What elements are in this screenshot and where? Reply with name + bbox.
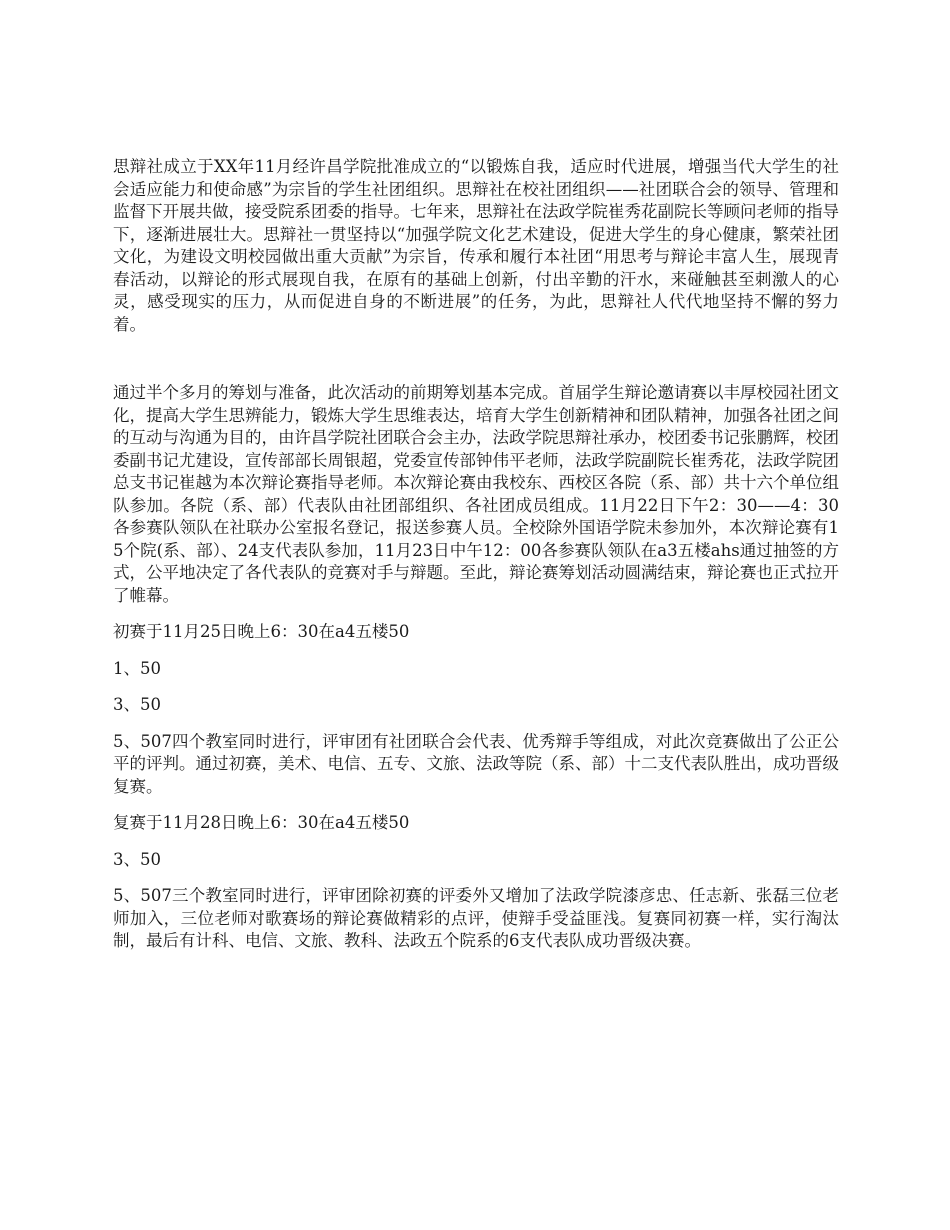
paragraph-preliminary-result: 5、507四个教室同时进行，评审团有社团联合会代表、优秀辩手等组成，对此次竞赛做出了公正公平的评判。通过初赛，美术、电信、五专、文旅、法政等院（系、部）十二支代表队胜出，成功晋级复赛。 — [113, 731, 839, 796]
paragraph-semifinal-result: 5、507三个教室同时进行，评审团除初赛的评委外又增加了法政学院漆彦忠、任志新、张磊三位老师加入，三位老师对歌赛场的辩论赛做精彩的点评，使辩手受益匪浅。复赛同初赛一样，实行淘汰制，最后有计科、电信、文旅、教科、法政五个院系的6支代表队成功晋级决赛。 — [113, 886, 839, 950]
paragraph-event-preparation: 通过半个多月的筹划与准备，此次活动的前期筹划基本完成。首届学生辩论邀请赛以丰厚校园社团文化，提高大学生思辨能力，锻炼大学生思维表达，培育大学生创新精神和团队精神，加强各社团之间的互动与沟通为目的，由许昌学院社团联合会主办，法政学院思辩社承办，校团委书记张鹏辉，校团委副书记尤建设，宣传部部长周银超，党委宣传部钟伟平老师，法政学院副院长崔秀花，法政学院团总支书记崔越为本次辩论赛指导老师。本次辩论赛由我校东、西校区各院（系、部）共十六个单位组队参加。各院（系、部）代表队由社团部组织、各社团成员组成。11月22日下午2：30——4：30各参赛队领队在社联办公室报名登记，报送参赛人员。全校除外国语学院未参加外，本次辩论赛有15个院(系、部）、24支代表队参加，11月23日中午12：00各参赛队领队在a3五楼ahs通过抽签的方式，公平地决定了各代表队的竞赛对手与辩题。至此，辩论赛筹划活动圆满结束，辩论赛也正式拉开了帷幕。 — [113, 383, 839, 605]
paragraph-room-3: 3、50 — [113, 695, 161, 714]
paragraph-semifinal-room-3: 3、50 — [113, 849, 161, 869]
paragraph-room-1: 1、50 — [113, 658, 161, 678]
paragraph-semifinal-schedule: 复赛于11月28日晚上6：30在a4五楼50 — [113, 813, 410, 832]
paragraph-gap — [113, 350, 839, 382]
document-page — [113, 156, 839, 967]
paragraph-club-intro: 思辩社成立于XX年11月经许昌学院批准成立的“以锻炼自我，适应时代进展，增强当代大学生的社会适应能力和使命感”为宗旨的学生社团组织。思辩社在校社团组织——社团联合会的领导、管理和监督下开展共做，接受院系团委的指导。七年来，思辩社在法政学院崔秀花副院长等顾问老师的指导下，逐渐进展壮大。思辩社一贯坚持以“加强学院文化艺术建设，促进大学生的身心健康，繁荣社团文化，为建设文明校园做出重大贡献”为宗旨，传承和履行本社团“用思考与辩论丰富人生，展现青春活动，以辩论的形式展现自我，在原有的基础上创新，付出辛勤的汗水，来碰触甚至刺激人的心灵，感受现实的压力，从而促进自身的不断进展”的任务，为此，思辩社人代代地坚持不懈的努力着。 — [113, 157, 839, 334]
paragraph-preliminary-schedule: 初赛于11月25日晚上6：30在a4五楼50 — [113, 622, 410, 641]
